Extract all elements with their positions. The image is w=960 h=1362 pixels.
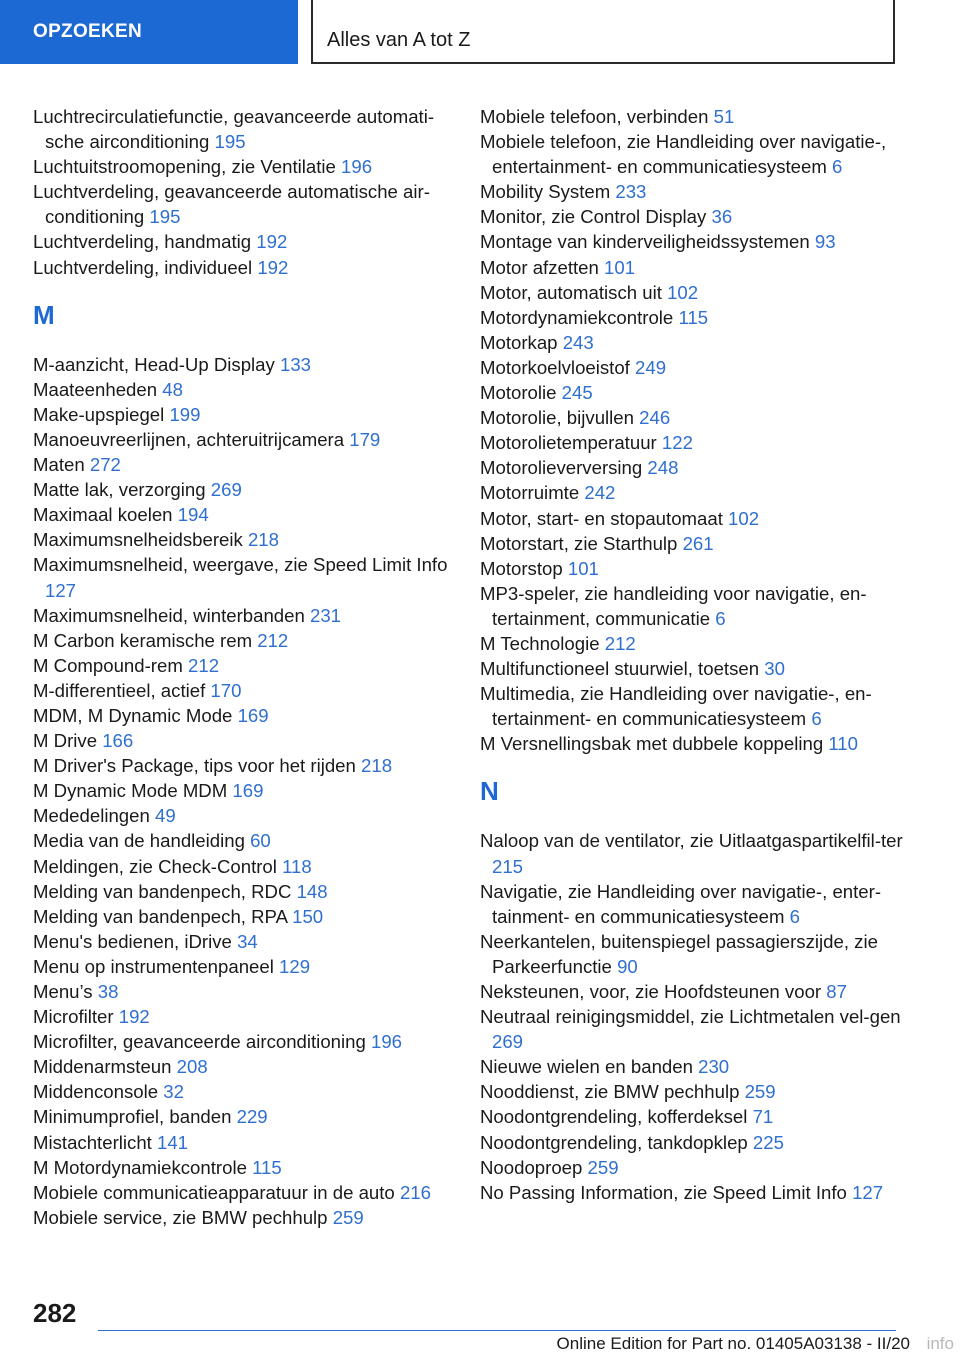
index-entry — [33, 1104, 463, 1129]
index-entry — [33, 904, 463, 929]
index-entry-text: Neerkantelen, buitenspiegel passagierszijde, zie Parkeerfunctie — [480, 930, 878, 977]
index-entry-text: Maximumsnelheid, winterbanden — [33, 604, 305, 626]
index-entry — [33, 979, 463, 1004]
index-entry — [480, 229, 910, 254]
index-entry-text: Montage van kinderveiligheidssystemen — [480, 231, 810, 253]
index-entry — [480, 1104, 910, 1129]
index-entry-text: M Driver's Package, tips voor het rijden — [33, 755, 356, 777]
index-page-link[interactable]: 195 — [214, 131, 246, 153]
index-entry-text: Maximaal koelen — [33, 504, 173, 526]
index-entry — [480, 1079, 910, 1104]
index-entry — [480, 556, 910, 581]
index-entry-text: M Drive — [33, 730, 98, 752]
index-letter-heading: M — [33, 299, 55, 330]
edition-text: Online Edition for Part no. 01405A03138 - II/20 — [556, 1334, 910, 1353]
index-entry-text: Naloop van de ventilator, zie Uitlaatgaspartikelfil-ter — [480, 830, 903, 852]
index-page-link[interactable]: 246 — [639, 407, 671, 429]
index-entry-text: Microfilter — [33, 1006, 114, 1028]
index-entry — [33, 678, 463, 703]
index-entry-text: Minimumprofiel, banden — [33, 1106, 232, 1128]
index-page-link[interactable]: 192 — [256, 231, 288, 253]
index-page-link[interactable]: 169 — [237, 704, 269, 726]
index-entry — [33, 753, 463, 778]
index-page-link[interactable]: 269 — [210, 479, 242, 501]
index-page-link[interactable]: 218 — [361, 755, 393, 777]
page-header — [0, 0, 960, 66]
index-entry-text: M Compound-rem — [33, 654, 183, 676]
index-entry-text: Navigatie, zie Handleiding over navigatie-, enter-tainment- en communicatiesysteem — [480, 880, 882, 927]
index-entry-text: Mobiele telefoon, verbinden — [480, 106, 709, 127]
index-page-link[interactable]: 150 — [292, 905, 324, 927]
index-entry — [33, 1180, 463, 1205]
footer-divider — [98, 1330, 896, 1331]
index-entry-text: Motorruimte — [480, 482, 580, 504]
index-entry-text: Mobiele communicatieapparatuur in de auto — [33, 1181, 395, 1203]
index-entry — [33, 179, 463, 229]
index-entry-text: Noodontgrendeling, tankdopklep — [480, 1131, 748, 1153]
index-entry — [33, 1029, 463, 1054]
index-entry-text: Neutraal reinigingsmiddel, zie Lichtmetalen vel-gen — [480, 1006, 901, 1028]
index-page-link[interactable]: 259 — [587, 1156, 619, 1178]
chapter-tab[interactable]: Alles van A tot Z — [311, 0, 895, 64]
index-page-link[interactable]: 259 — [744, 1081, 776, 1103]
index-page-link[interactable]: 60 — [250, 830, 271, 852]
index-entry — [480, 355, 910, 380]
index-entry — [480, 255, 910, 280]
index-entry-text: Monitor, zie Control Display — [480, 206, 707, 228]
index-entry — [480, 330, 910, 355]
index-entry — [480, 879, 910, 929]
index-page-link[interactable]: 51 — [713, 106, 735, 127]
index-page-link[interactable]: 272 — [89, 454, 121, 476]
index-entry — [33, 377, 463, 402]
index-page-link[interactable]: 127 — [45, 579, 77, 601]
index-entry-text: Luchtuitstroomopening, zie Ventilatie — [33, 156, 336, 178]
index-entry-text: Melding van bandenpech, RDC — [33, 880, 292, 902]
index-entry-text: M Technologie — [480, 632, 600, 654]
index-entry — [480, 1054, 910, 1079]
index-entry-text: Manoeuvreerlijnen, achteruitrijcamera — [33, 428, 345, 450]
index-page-link[interactable]: 199 — [169, 403, 201, 425]
index-entry-text: Maximumsnelheid, weergave, zie Speed Limit Info — [33, 554, 448, 576]
index-page-link[interactable]: 196 — [341, 156, 373, 178]
index-page-link[interactable]: 225 — [752, 1131, 784, 1153]
index-column-left — [33, 104, 463, 1230]
index-entry-text: Mobility System — [480, 181, 611, 203]
index-entry — [480, 405, 910, 430]
index-entry-text: Motordynamiekcontrole — [480, 306, 674, 328]
index-entry-text: Menu's bedienen, iDrive — [33, 930, 232, 952]
index-entry — [480, 1155, 910, 1180]
index-page-link[interactable]: 192 — [257, 256, 289, 278]
index-entry-text: Media van de handleiding — [33, 830, 245, 852]
index-entry-text: No Passing Information, zie Speed Limit Info — [480, 1181, 847, 1203]
index-entry-text: M-differentieel, actief — [33, 679, 206, 701]
index-entry-text: Noodoproep — [480, 1156, 583, 1178]
index-entry — [33, 1155, 463, 1180]
index-page-link[interactable]: 231 — [310, 604, 342, 626]
index-entry — [33, 229, 463, 254]
index-entry — [480, 380, 910, 405]
index-entry-text: Motorstop — [480, 557, 563, 579]
index-entry — [33, 1205, 463, 1230]
index-entry — [480, 1180, 910, 1205]
index-entry-text: MP3-speler, zie handleiding voor navigatie, en-tertainment, communicatie — [480, 582, 867, 629]
index-entry — [33, 728, 463, 753]
index-entry — [480, 455, 910, 480]
section-tab[interactable]: OPZOEKEN — [0, 0, 298, 64]
index-entry — [480, 204, 910, 229]
index-entry — [480, 280, 910, 305]
index-entry — [33, 1054, 463, 1079]
index-page-link[interactable]: 115 — [678, 306, 709, 328]
index-page-link[interactable]: 148 — [296, 880, 328, 902]
index-entry-text: Matte lak, verzorging — [33, 479, 206, 501]
index-page-link[interactable]: 261 — [682, 532, 714, 554]
index-entry — [33, 653, 463, 678]
index-page-link[interactable]: 249 — [635, 356, 667, 378]
index-entry-text: MDM, M Dynamic Mode — [33, 704, 233, 726]
index-entry-text: M-aanzicht, Head-Up Display — [33, 353, 275, 375]
index-entry-text: Luchtrecirculatiefunctie, geavanceerde automati-sche airconditioning — [33, 106, 435, 153]
index-page-link[interactable]: 170 — [210, 679, 242, 701]
index-column-right — [480, 104, 910, 1205]
index-page-link[interactable]: 101 — [604, 256, 636, 278]
index-page-link[interactable]: 133 — [279, 353, 312, 375]
index-entry — [480, 1004, 910, 1054]
index-entry-text: Nooddienst, zie BMW pechhulp — [480, 1081, 740, 1103]
index-page-link[interactable]: 212 — [257, 629, 289, 651]
index-entry — [33, 427, 463, 452]
index-entry-text: Luchtverdeling, individueel — [33, 256, 253, 278]
index-page-link[interactable]: 34 — [237, 930, 258, 952]
index-entry — [480, 305, 910, 330]
index-entry-text: Melding van bandenpech, RPA — [33, 905, 287, 927]
index-page-link[interactable]: 115 — [252, 1156, 282, 1178]
index-page-link[interactable]: 102 — [728, 507, 760, 529]
index-entry — [33, 527, 463, 552]
index-page-link[interactable]: 129 — [279, 955, 311, 977]
index-entry — [33, 154, 463, 179]
index-entry-text: Maten — [33, 454, 85, 476]
index-entry-text: Motorolieverversing — [480, 457, 643, 479]
index-entry-text: Mobiele service, zie BMW pechhulp — [33, 1206, 328, 1228]
index-page-link[interactable]: 179 — [349, 428, 381, 450]
index-entry — [480, 506, 910, 531]
index-entry-text: Mobiele telefoon, zie Handleiding over navigatie-, entertainment- en communicatiesysteem — [480, 131, 887, 178]
index-page-link[interactable]: 101 — [567, 557, 599, 579]
index-page-link[interactable]: 118 — [282, 855, 312, 877]
index-entry — [33, 828, 463, 853]
index-entry — [33, 854, 463, 879]
index-page-link[interactable]: 269 — [492, 1031, 524, 1053]
index-entry — [33, 803, 463, 828]
watermark: info — [926, 1334, 954, 1353]
index-entry-text: M Versnellingsbak met dubbele koppeling — [480, 733, 824, 755]
index-page-link[interactable]: 212 — [188, 654, 220, 676]
index-entry — [33, 255, 463, 280]
index-page-link[interactable]: 30 — [764, 658, 785, 680]
index-entry — [33, 929, 463, 954]
index-page-link[interactable]: 218 — [247, 529, 279, 551]
index-entry-text: Luchtverdeling, geavanceerde automatische air-conditioning — [33, 181, 430, 228]
index-page-link[interactable]: 6 — [811, 708, 822, 730]
index-page-link[interactable]: 38 — [97, 981, 119, 1002]
index-page-link[interactable]: 259 — [332, 1206, 364, 1228]
index-page-link[interactable]: 102 — [667, 281, 699, 303]
index-page-link[interactable]: 248 — [647, 457, 679, 479]
index-entry — [480, 430, 910, 455]
index-entry-text: Luchtverdeling, handmatig — [33, 231, 252, 253]
index-page-link[interactable]: 71 — [752, 1106, 774, 1128]
index-entry-text: Noodontgrendeling, kofferdeksel — [480, 1106, 748, 1128]
index-page-link[interactable]: 141 — [157, 1131, 189, 1153]
index-page-link[interactable]: 212 — [604, 632, 636, 654]
index-entry-text: Menu op instrumentenpaneel — [33, 955, 274, 977]
index-entry-text: Motor afzetten — [480, 256, 599, 278]
index-page-link[interactable]: 6 — [715, 607, 726, 629]
index-entry — [480, 979, 910, 1004]
index-page-link[interactable]: 196 — [370, 1031, 403, 1053]
index-page-link[interactable]: 110 — [828, 733, 858, 755]
index-entry — [33, 1079, 463, 1104]
index-entry-text: Motor, start- en stopautomaat — [480, 507, 723, 529]
index-entry-text: Motorkap — [480, 331, 558, 353]
index-entry — [480, 828, 910, 878]
index-entry-text: Menu’s — [33, 981, 93, 1002]
index-page-link[interactable]: 32 — [163, 1081, 184, 1103]
index-entry — [33, 879, 463, 904]
index-entry-text: M Motordynamiekcontrole — [33, 1156, 247, 1178]
index-entry — [480, 929, 910, 979]
index-entry — [480, 681, 910, 731]
index-entry — [480, 581, 910, 631]
index-entry — [480, 731, 910, 756]
index-page-link[interactable]: 229 — [236, 1106, 268, 1128]
index-entry — [480, 631, 910, 656]
index-entry-text: Mededelingen — [33, 805, 150, 827]
index-page-link[interactable]: 243 — [562, 331, 594, 353]
index-entry — [480, 531, 910, 556]
index-entry-text: Motorkoelvloeistof — [480, 356, 630, 378]
index-entry-text: Microfilter, geavanceerde airconditioning — [33, 1031, 366, 1053]
index-entry — [480, 179, 910, 204]
index-entry — [33, 352, 463, 377]
index-entry-text: Motorolie — [480, 382, 557, 404]
index-entry-text: Make-upspiegel — [33, 403, 165, 425]
index-entry — [480, 1130, 910, 1155]
index-page-link[interactable]: 90 — [617, 955, 638, 977]
index-entry-text: Mistachterlicht — [33, 1131, 152, 1153]
index-entry — [33, 402, 463, 427]
index-page-link[interactable]: 93 — [814, 231, 836, 253]
index-entry-text: Maximumsnelheidsbereik — [33, 529, 243, 551]
index-page-link[interactable]: 195 — [149, 206, 181, 228]
index-entry — [33, 1130, 463, 1155]
index-page-link[interactable]: 216 — [399, 1181, 431, 1203]
index-entry-text: M Carbon keramische rem — [33, 629, 253, 651]
index-page-link[interactable]: 245 — [561, 382, 593, 404]
index-entry — [33, 452, 463, 477]
index-page-link[interactable]: 194 — [177, 504, 209, 526]
index-entry-text: Motorolie, bijvullen — [480, 407, 634, 429]
index-page-link[interactable]: 127 — [852, 1181, 884, 1203]
index-entry-text: Neksteunen, voor, zie Hoofdsteunen voor — [480, 981, 822, 1002]
index-entry-text: Maateenheden — [33, 378, 158, 400]
index-entry-text: Motor, automatisch uit — [480, 281, 662, 303]
index-page-link[interactable]: 192 — [118, 1006, 150, 1028]
index-entry-text: Motorolietemperatuur — [480, 432, 657, 454]
index-page-link[interactable]: 169 — [232, 780, 264, 802]
index-entry-text: Nieuwe wielen en banden — [480, 1056, 693, 1078]
index-entry — [33, 703, 463, 728]
index-entry — [480, 129, 910, 179]
index-page-link[interactable]: 122 — [661, 432, 693, 454]
index-entry — [33, 552, 463, 602]
index-page-link[interactable]: 230 — [698, 1056, 730, 1078]
index-letter-heading: N — [480, 776, 499, 807]
index-entry — [33, 502, 463, 527]
index-page-link[interactable]: 6 — [832, 156, 843, 178]
index-page-link[interactable]: 166 — [102, 730, 134, 752]
index-entry — [33, 954, 463, 979]
index-page-link[interactable]: 242 — [584, 482, 616, 504]
index-page-link[interactable]: 36 — [711, 206, 733, 228]
index-page-link[interactable]: 87 — [826, 981, 847, 1002]
index-entry — [33, 628, 463, 653]
index-page-link[interactable]: 233 — [615, 181, 647, 203]
index-entry-text: M Dynamic Mode MDM — [33, 780, 228, 802]
index-page-link[interactable]: 49 — [155, 805, 176, 827]
index-page-link[interactable]: 48 — [162, 378, 183, 400]
index-entry-text: Middenarmsteun — [33, 1056, 172, 1078]
index-entry-text: Motorstart, zie Starthulp — [480, 532, 678, 554]
index-entry-text: Multimedia, zie Handleiding over navigatie-, en-tertainment- en communicatiesysteem — [480, 683, 872, 730]
index-entry-text: Middenconsole — [33, 1081, 159, 1103]
index-entry — [480, 104, 910, 129]
index-entry — [33, 603, 463, 628]
index-entry — [480, 656, 910, 681]
index-entry-text: Multifunctioneel stuurwiel, toetsen — [480, 658, 760, 680]
index-page-link[interactable]: 208 — [176, 1056, 208, 1078]
index-page-link[interactable]: 6 — [789, 905, 800, 927]
index-entry — [33, 477, 463, 502]
index-entry — [33, 778, 463, 803]
index-entry — [33, 1004, 463, 1029]
index-entry — [480, 480, 910, 505]
index-entry-text: Meldingen, zie Check-Control — [33, 855, 277, 877]
page-number: 282 — [33, 1298, 77, 1328]
index-page-link[interactable]: 215 — [492, 855, 524, 877]
index-entry — [33, 104, 463, 154]
